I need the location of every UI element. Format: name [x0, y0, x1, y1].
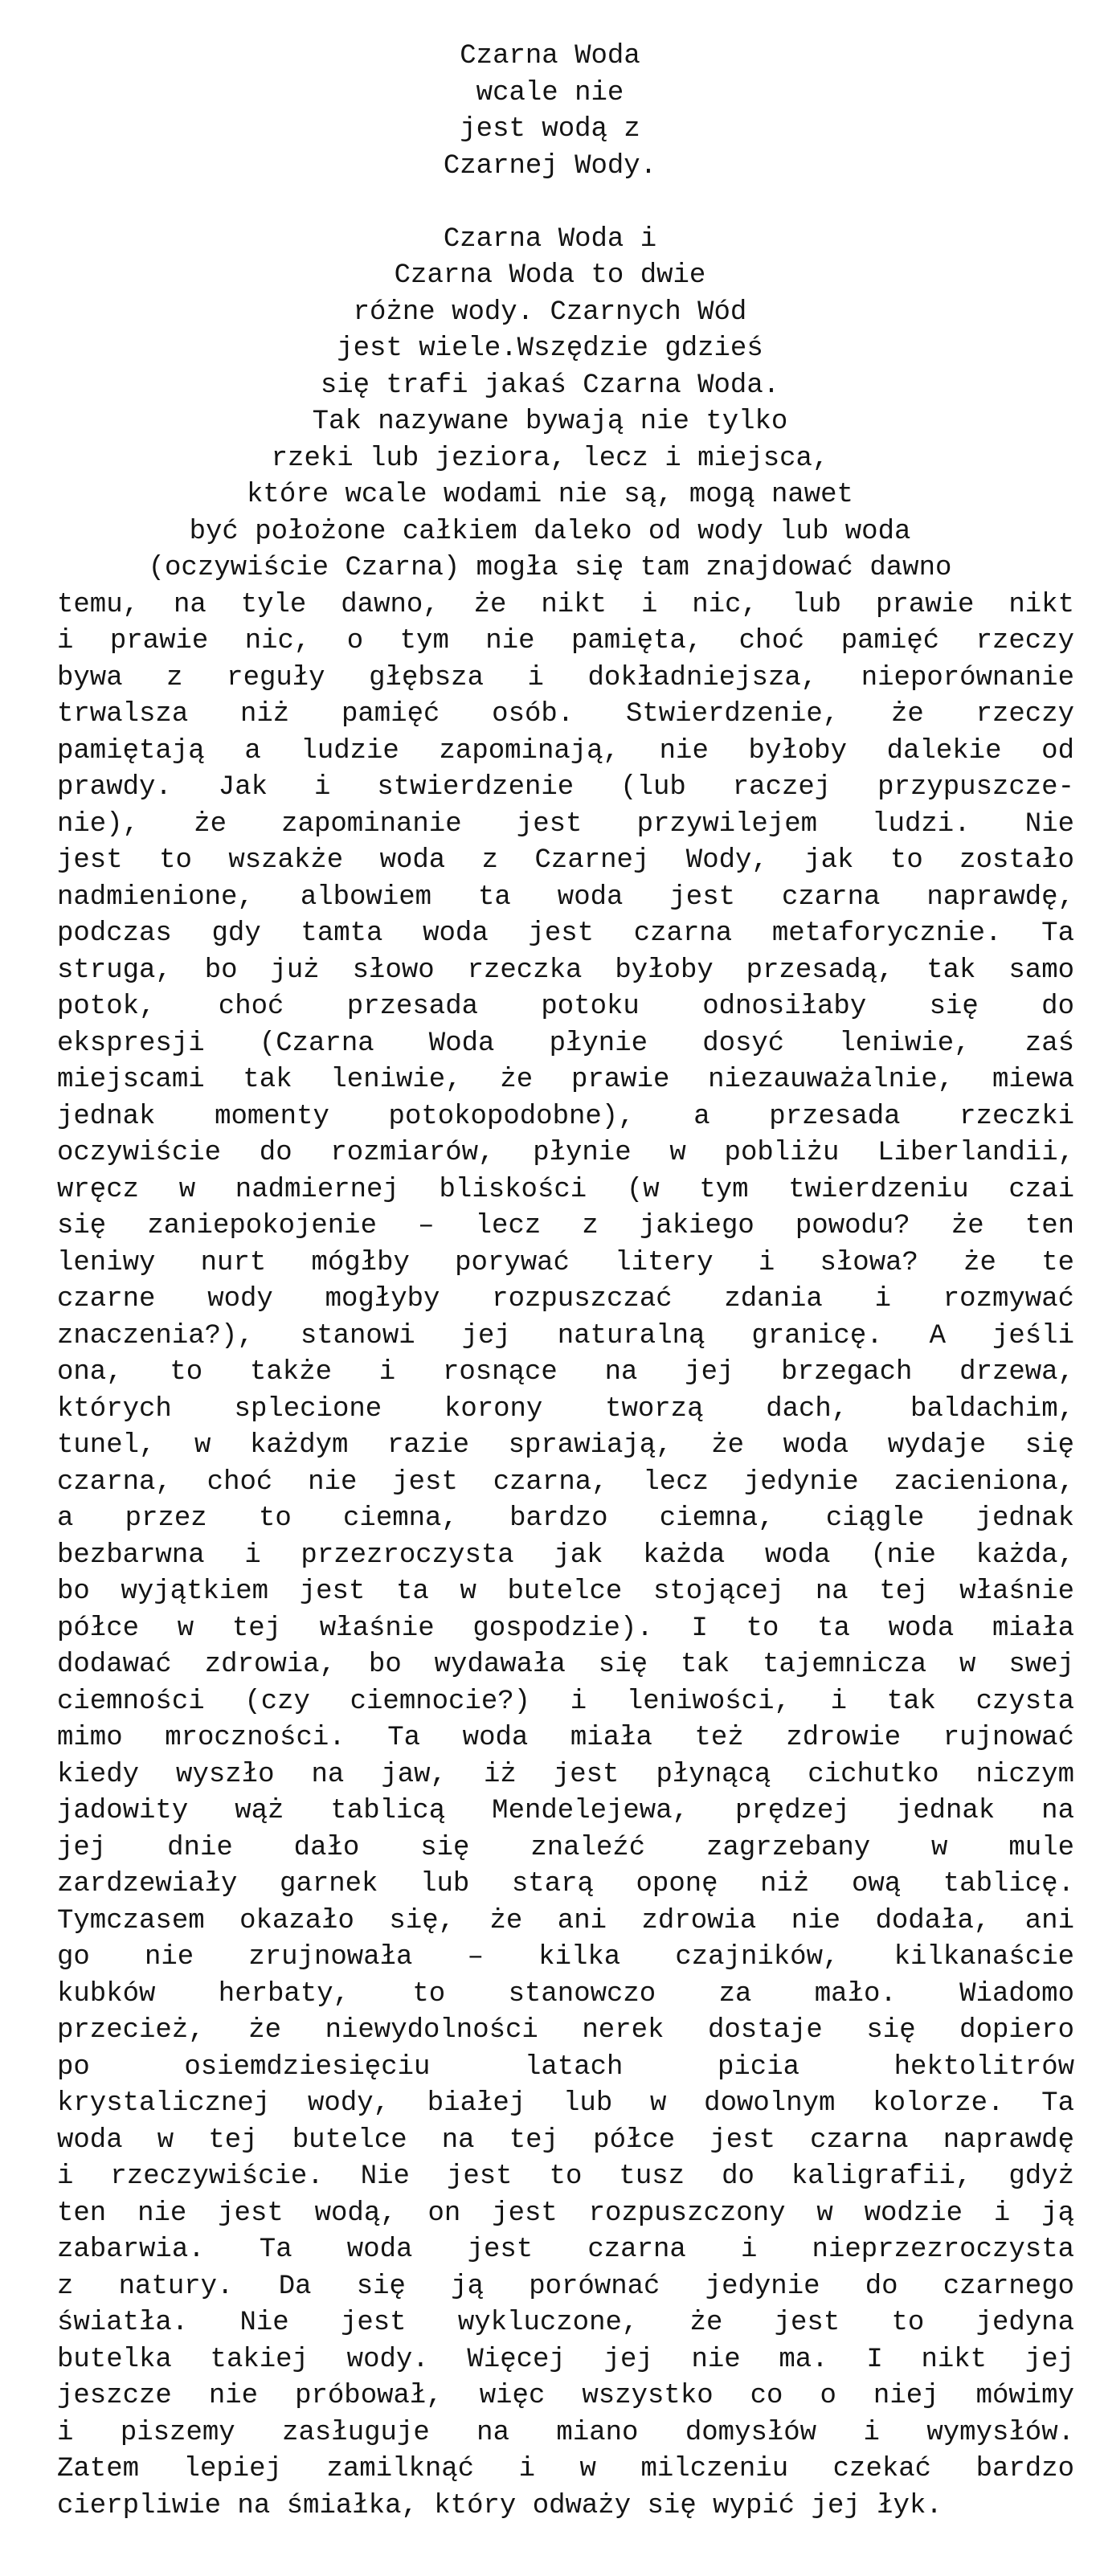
text-line: Czarna Woda to dwie — [394, 260, 706, 291]
text-line: których splecione korony tworzą dach, baldachim, — [57, 1393, 1074, 1425]
text-line: jadowity wąż tablicą Mendelejewa, prędzej jednak na — [57, 1796, 1074, 1826]
text-line: po osiemdziesięciu latach picia hektolitrów — [57, 2051, 1074, 2083]
text-line: jeszcze nie próbował, więc wszystko co o niej mówimy — [57, 2381, 1074, 2411]
stanza-gap — [0, 185, 1100, 222]
text-line: ona, to także i rosnące na jej brzegach drzewa, — [57, 1357, 1074, 1388]
text-line: krystalicznej wody, białej lub w dowolnym kolorze. Ta — [57, 2088, 1074, 2119]
text-line: podczas gdy tamta woda jest czarna metaforycznie. Ta — [57, 918, 1074, 949]
text-line: go nie zrujnowała – kilka czajników, kilkanaście — [57, 1942, 1074, 1973]
text-line: i piszemy zasługuje na miano domysłów i wymysłów. — [57, 2417, 1074, 2448]
text-line: prawdy. Jak i stwierdzenie (lub raczej przypuszcze- — [57, 772, 1074, 803]
text-line: Tak nazywane bywają nie tylko — [312, 407, 788, 437]
text-line: wcale nie — [476, 77, 624, 108]
text-line: Czarna Woda — [460, 41, 640, 72]
text-line: butelka takiej wody. Więcej jej nie ma. I nikt jej — [57, 2344, 1074, 2375]
text-line: z natury. Da się ją porównać jedynie do czarnego — [57, 2271, 1074, 2302]
text-line: potok, choć przesada potoku odnosiłaby się do — [57, 992, 1074, 1022]
text-line: kiedy wyszło na jaw, iż jest płynącą cichutko niczym — [57, 1759, 1074, 1790]
text-line: czarna, choć nie jest czarna, lecz jedynie zacieniona, — [57, 1466, 1074, 1498]
text-line: Tymczasem okazało się, że ani zdrowia nie dodała, ani — [57, 1905, 1074, 1936]
text-line: oczywiście do rozmiarów, płynie w pobliżu Liberlandii, — [57, 1138, 1074, 1168]
text-line: leniwy nurt mógłby porywać litery i słowa? że te — [57, 1247, 1074, 1278]
text-line: woda w tej butelce na tej półce jest czarna naprawdę — [57, 2124, 1074, 2156]
text-line: zabarwia. Ta woda jest czarna i nieprzezroczysta — [57, 2235, 1074, 2265]
text-line: które wcale wodami nie są, mogą nawet — [247, 480, 853, 510]
text-line: rzeki lub jeziora, lecz i miejsca, — [271, 443, 829, 474]
text-line: pamiętają a ludzie zapominają, nie byłoby dalekie od — [57, 735, 1074, 767]
text-line: a przez to ciemna, bardzo ciemna, ciągle jednak — [57, 1503, 1074, 1534]
text-line: cierpliwie na śmiałka, który odważy się wypić jej łyk. — [57, 2490, 943, 2521]
text-line: zardzewiały garnek lub starą oponę niż ową tablicę. — [57, 1869, 1074, 1899]
text-line: jest wiele.Wszędzie gdzieś — [337, 333, 763, 364]
poem-second-stanza — [0, 222, 1100, 587]
text-line: mimo mroczności. Ta woda miała też zdrowie rujnować — [57, 1723, 1074, 1753]
text-line: Czarna Woda i — [443, 223, 657, 255]
text-line: jest to wszakże woda z Czarnej Wody, jak to zostało — [57, 845, 1074, 876]
text-line: Zatem lepiej zamilknąć i w milczeniu czekać bardzo — [57, 2454, 1074, 2484]
text-line: nie), że zapominanie jest przywilejem ludzi. Nie — [57, 808, 1074, 840]
text-line: i prawie nic, o tym nie pamięta, choć pamięć rzeczy — [57, 626, 1074, 656]
text-line: struga, bo już słowo rzeczka byłoby przesadą, tak samo — [57, 955, 1074, 986]
text-line: (oczywiście Czarna) mogła się tam znajdować dawno — [148, 553, 952, 583]
text-line: bezbarwna i przezroczysta jak każda woda (nie każda, — [57, 1539, 1074, 1571]
text-line: przecież, że niewydolności nerek dostaje się dopiero — [57, 2015, 1074, 2046]
text-line: bo wyjątkiem jest ta w butelce stojącej na tej właśnie — [57, 1576, 1074, 1607]
text-line: się zaniepokojenie – lecz z jakiego powodu? że ten — [57, 1211, 1074, 1241]
text-line: być położone całkiem daleko od wody lub woda — [189, 516, 911, 547]
text-line: Czarnej Wody. — [443, 150, 657, 182]
text-line: temu, na tyle dawno, że nikt i nic, lub prawie nikt — [57, 589, 1074, 620]
text-line: bywa z reguły głębsza i dokładniejsza, nieporównanie — [57, 662, 1074, 693]
text-line: jest wodą z — [460, 114, 640, 145]
text-line: i rzeczywiście. Nie jest to tusz do kaligrafii, gdyż — [57, 2161, 1074, 2192]
text-line: kubków herbaty, to stanowczo za mało. Wiadomo — [57, 1978, 1074, 2010]
text-line: jednak momenty potokopodobne), a przesada rzeczki — [57, 1101, 1074, 1132]
text-line: półce w tej właśnie gospodzie). I to ta woda miała — [57, 1613, 1074, 1644]
text-line: tunel, w każdym razie sprawiają, że woda wydaje się — [57, 1430, 1074, 1461]
text-line: dodawać zdrowia, bo wydawała się tak tajemnicza w swej — [57, 1650, 1074, 1680]
text-line: różne wody. Czarnych Wód — [353, 296, 747, 328]
poem-title-stanza — [0, 39, 1100, 185]
prose-paragraph — [57, 587, 1074, 2525]
text-line: wręcz w nadmiernej bliskości (w tym twierdzeniu czai — [57, 1174, 1074, 1205]
text-line: znaczenia?), stanowi jej naturalną granicę. A jeśli — [57, 1320, 1074, 1351]
text-line: miejscami tak leniwie, że prawie niezauważalnie, miewa — [57, 1065, 1074, 1095]
text-line: się trafi jakaś Czarna Woda. — [320, 370, 780, 401]
text-line: czarne wody mogłyby rozpuszczać zdania i rozmywać — [57, 1284, 1074, 1315]
text-line: jej dnie dało się znaleźć zagrzebany w mule — [57, 1832, 1074, 1863]
text-line: światła. Nie jest wykluczone, że jest to jedyna — [57, 2308, 1074, 2338]
text-line: ekspresji (Czarna Woda płynie dosyć leniwie, zaś — [57, 1028, 1074, 1059]
text-line: nadmienione, albowiem ta woda jest czarna naprawdę, — [57, 881, 1074, 913]
text-line: ten nie jest wodą, on jest rozpuszczony w wodzie i ją — [57, 2198, 1074, 2229]
text-line: trwalsza niż pamięć osób. Stwierdzenie, że rzeczy — [57, 699, 1074, 730]
text-line: ciemności (czy ciemnocie?) i leniwości, i tak czysta — [57, 1686, 1074, 1717]
